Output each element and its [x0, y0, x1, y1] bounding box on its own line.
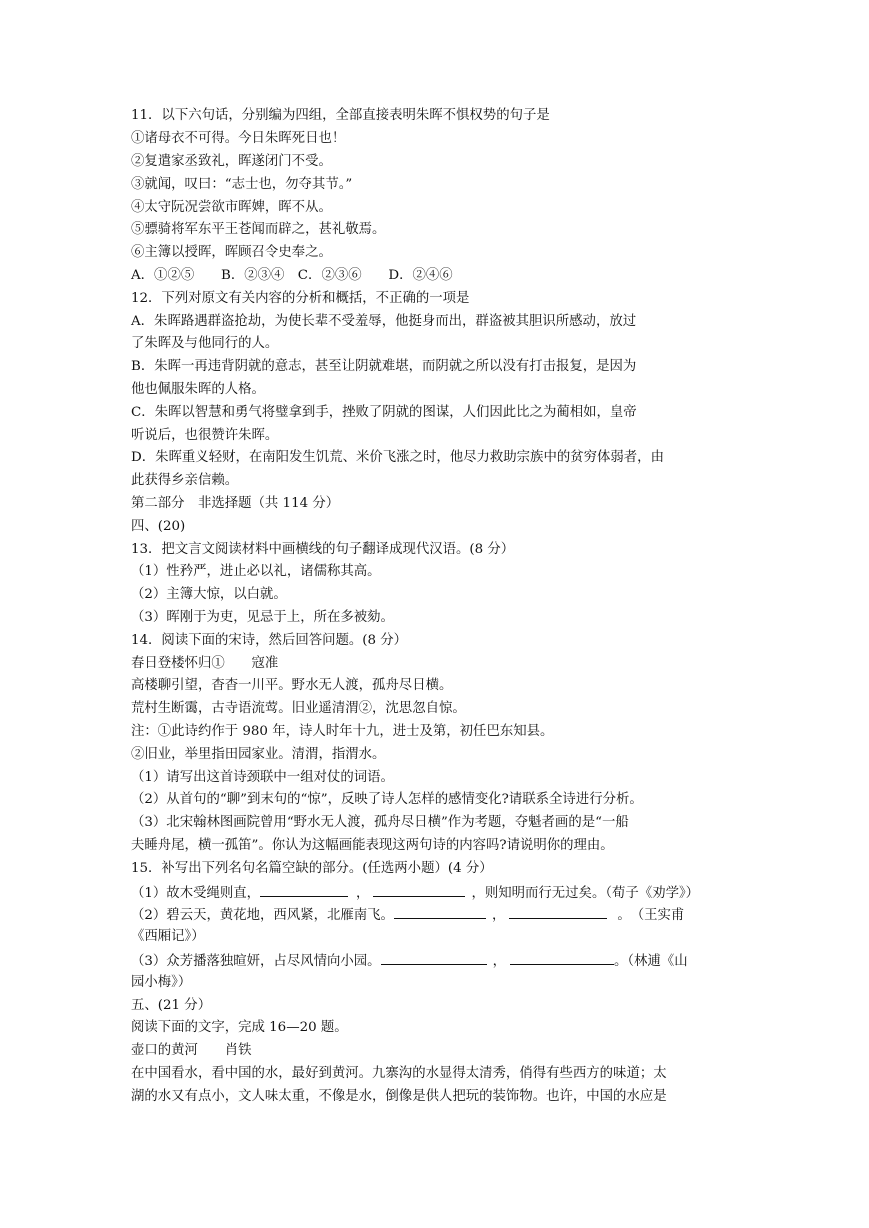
q11-option-2: ②复遣家丞致礼，晖遂闭门不受。 [131, 154, 332, 169]
poem-line-1: 高楼聊引望，杳杳一川平。野水无人渡，孤舟尽日横。 [131, 678, 453, 693]
q15-item-2-tail: 。 （王实甫 [617, 908, 685, 923]
poem-title: 春日登楼怀归① 寇准 [131, 656, 279, 671]
q14-sub-2: （2）从首句的“聊”到末句的“惊”，反映了诗人怎样的感情变化?请联系全诗进行分析。 [131, 792, 643, 807]
q13-sentence-3: （3）晖刚于为吏，见忌于上，所在多被劾。 [131, 610, 394, 625]
q12-choice-d-line2: 此获得乡亲信赖。 [131, 473, 239, 488]
q14-sub-3-line1: （3）北宋翰林图画院曾用“野水无人渡，孤舟尽日横”作为考题，夺魁者画的是“一船 [131, 815, 629, 830]
q15-item-3-tail: 。（林逋《山 [613, 954, 688, 969]
q12-choice-a-line1: A．朱晖路遇群盗抢劫，为使长辈不受羞辱，他挺身而出，群盗被其胆识所感动，放过 [131, 314, 637, 329]
poem-note-2: ②旧业，举里指田园家业。清渭，指渭水。 [131, 747, 386, 762]
q12-choice-d-line1: D．朱晖重义轻财，在南阳发生饥荒、米价飞涨之时，他尽力救助宗族中的贫穷体弱者，由 [131, 450, 664, 465]
answer-blank[interactable] [509, 904, 607, 919]
q12-choice-c-line2: 听说后，也很赞许朱晖。 [131, 428, 279, 443]
q15-item-3 [131, 950, 741, 972]
q15-item-1-tail: ，则知明而行无过矣。（荀子《劝学》） [471, 886, 700, 901]
answer-blank[interactable] [394, 904, 486, 919]
answer-blank[interactable] [381, 950, 487, 965]
q12-choice-c-line1: C．朱晖以智慧和勇气将璧拿到手，挫败了阴就的图谋，人们因此比之为蔺相如，皇帝 [131, 405, 637, 420]
comma: ， [491, 908, 506, 923]
q11-stem: 11．以下六句话，分别编为四组，全部直接表明朱晖不惧权势的句子是 [131, 108, 550, 123]
q11-option-5: ⑤骠骑将军东平王苍闻而辟之，甚礼敬焉。 [131, 222, 386, 237]
q14-sub-3-line2: 夫睡舟尾，横一孤笛”。你认为这幅画能表现这两句诗的内容吗?请说明你的理由。 [131, 838, 614, 853]
q14-sub-1: （1）请写出这首诗颈联中一组对仗的词语。 [131, 770, 394, 785]
answer-blank[interactable] [510, 950, 614, 965]
answer-blank[interactable] [260, 882, 348, 897]
part-two-heading: 第二部分 非选择题（共 114 分） [131, 496, 340, 511]
section-five-heading: 五、(21 分） [131, 998, 212, 1013]
q12-stem: 12．下列对原文有关内容的分析和概括，不正确的一项是 [131, 291, 470, 306]
q15-stem: 15．补写出下列名句名篇空缺的部分。(任选两小题）(4 分） [131, 861, 493, 876]
q15-item-3-text: （3）众芳播落独暄妍，占尽风情向小园。 [131, 954, 381, 969]
q11-option-6: ⑥主簿以授晖，晖顾召令史奉之。 [131, 245, 332, 260]
essay-paragraph-line2: 湖的水又有点小，文人味太重，不像是水，倒像是供人把玩的装饰物。也许，中国的水应是 [131, 1089, 667, 1104]
essay-paragraph-line1: 在中国看水，看中国的水，最好到黄河。九寨沟的水显得太清秀，俏得有些西方的味道；太 [131, 1066, 667, 1081]
reading-instruction: 阅读下面的文字，完成 16—20 题。 [131, 1020, 348, 1035]
section-four-heading: 四、(20) [131, 519, 186, 534]
essay-title: 壶口的黄河 肖铁 [131, 1043, 252, 1058]
answer-blank[interactable] [373, 882, 465, 897]
q13-stem: 13．把文言文阅读材料中画横线的句子翻译成现代汉语。(8 分） [131, 542, 515, 557]
q13-sentence-1: （1）性矜严，进止必以礼，诸儒称其高。 [131, 564, 381, 579]
q13-sentence-2: （2）主簿大惊，以白就。 [131, 587, 287, 602]
q12-choice-b-line1: B．朱晖一再违背阴就的意志，甚至让阴就难堪，而阴就之所以没有打击报复，是因为 [131, 359, 637, 374]
comma: ， [356, 886, 370, 901]
q12-choice-a-line2: 了朱晖及与他同行的人。 [131, 336, 279, 351]
q15-item-1 [131, 882, 741, 904]
q15-item-3-source: 园小梅》） [131, 975, 192, 990]
q14-stem: 14．阅读下面的宋诗，然后回答问题。(8 分） [131, 633, 408, 648]
q15-item-1-text: （1）故木受绳则直， [131, 886, 261, 901]
q12-choice-b-line2: 他也佩服朱晖的人格。 [131, 382, 265, 397]
comma: ， [492, 954, 506, 969]
q15-item-2-text: （2）碧云天，黄花地，西风紧，北雁南飞。 [131, 908, 394, 923]
poem-line-2: 荒村生断霭，古寺语流莺。旧业遥清渭②，沈思忽自惊。 [131, 701, 466, 716]
q11-option-3: ③就闻，叹曰：“志士也，勿夺其节。” [131, 177, 353, 192]
q11-option-1: ①诸母衣不可得。今日朱晖死日也！ [131, 131, 346, 146]
q15-item-2 [131, 904, 741, 926]
q15-item-2-source: 《西厢记》） [131, 929, 205, 944]
poem-note-1: 注：①此诗约作于 980 年，诗人时年十九，进士及第，初任巴东知县。 [131, 724, 554, 739]
q11-choices: A．①②⑤ B．②③④ C．②③⑥ D．②④⑥ [131, 268, 453, 283]
q11-option-4: ④太守阮况尝欲市晖婢，晖不从。 [131, 200, 332, 215]
